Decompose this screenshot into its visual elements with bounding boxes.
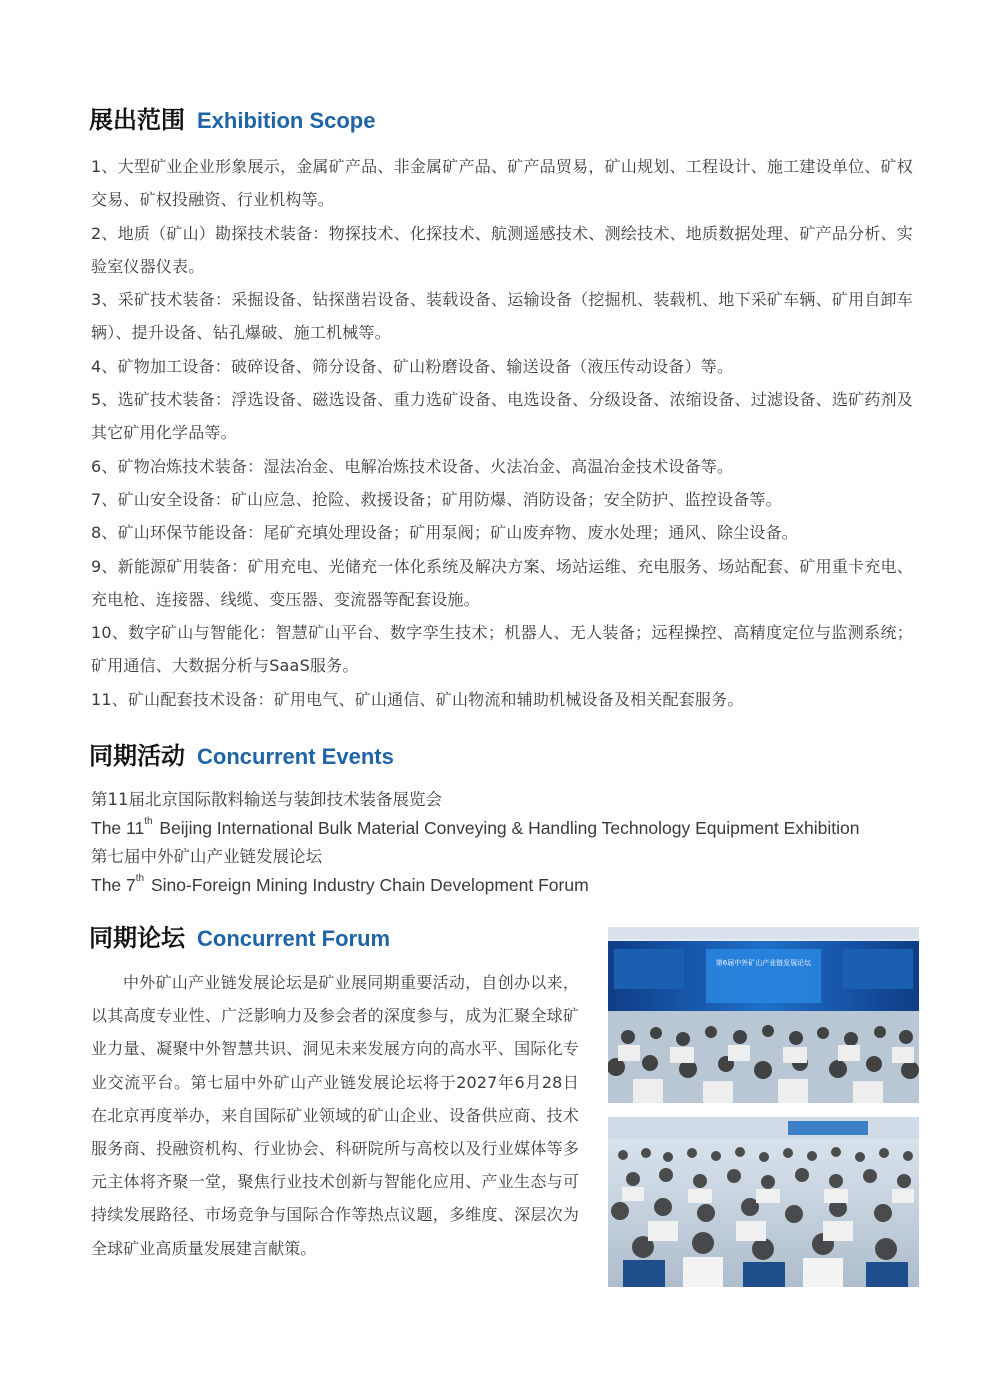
scope-list (91, 150, 913, 716)
event-2-en (91, 871, 931, 899)
scope-item: 7、矿山安全设备：矿山应急、抢险、救援设备；矿用防爆、消防设备；安全防护、监控设备等。 (91, 489, 782, 509)
scope-item: 1、大型矿业企业形象展示，金属矿产品、非金属矿产品、矿产品贸易，矿山规划、工程设计、施工建设单位、矿权交易、矿权投融资、行业机构等。 (91, 157, 913, 210)
event-1-en-pre: The 11 (91, 818, 145, 839)
banner-text: 第6届中外矿山产业链发展论坛 (715, 959, 812, 967)
scope-item: 4、矿物加工设备：破碎设备、筛分设备、矿山粉磨设备、输送设备（液压传动设备）等。 (91, 356, 734, 376)
forum-paragraph: 中外矿山产业链发展论坛是矿业展同期重要活动，自创办以来，以其高度专业性、广泛影响力及参会者的深度参与，成为汇聚全球矿业力量、凝聚中外智慧共识、洞见未来发展方向的高水平、国际化专业交流平台。第七届中外矿山产业链发展论坛将于2027年6月28日在北京再度举办，来自国际矿业领域的矿山企业、设备供应商、技术服务商、投融资机构、行业协会、科研院所与高校以及行业媒体等多元主体将齐聚一堂，聚焦行业技术创新与智能化应用、产业生态与可持续发展路径、市场竞争与国际合作等热点议题，多维度、深层次为全球矿业高质量发展建言献策。 (91, 973, 579, 1258)
scope-item: 8、矿山环保节能设备：尾矿充填处理设备；矿用泵阀；矿山废弃物、废水处理；通风、除尘设备。 (91, 523, 798, 543)
event-1-en-sup: th (144, 816, 153, 828)
event-2-cn: 第七届中外矿山产业链发展论坛 (91, 846, 322, 866)
scope-item: 2、地质（矿山）勘探技术装备：物探技术、化探技术、航测遥感技术、测绘技术、地质数据处理、矿产品分析、实验室仪器仪表。 (91, 223, 913, 276)
forum-title-en: Concurrent Forum (197, 926, 391, 951)
scope-item: 6、矿物冶炼技术装备：湿法冶金、电解冶炼技术设备、火法冶金、高温冶金技术设备等。 (91, 456, 734, 476)
scope-item: 10、数字矿山与智能化：智慧矿山平台、数字孪生技术；机器人、无人装备；远程操控、高精度定位与监测系统；矿用通信、大数据分析与SaaS服务。 (91, 623, 913, 676)
scope-title-cn: 展出范围 (89, 106, 185, 134)
scope-item: 5、选矿技术装备：浮选设备、磁选设备、重力选矿设备、电选设备、分级设备、浓缩设备、过滤设备、选矿药剂及其它矿用化学品等。 (91, 390, 913, 443)
events-list (91, 786, 931, 899)
scope-item: 3、采矿技术装备：采掘设备、钻探凿岩设备、装载设备、运输设备（挖掘机、装载机、地下采矿车辆、矿用自卸车辆）、提升设备、钻孔爆破、施工机械等。 (91, 290, 913, 343)
event-2-en-pre: The 7 (91, 874, 136, 895)
events-title-cn: 同期活动 (89, 742, 185, 770)
scope-title (89, 100, 375, 135)
event-2-en-post: Sino-Foreign Mining Industry Chain Development Forum (146, 874, 589, 895)
forum-title (89, 918, 390, 953)
events-title-en: Concurrent Events (197, 744, 394, 769)
event-2-en-sup: th (135, 872, 145, 884)
event-1-en (91, 814, 931, 842)
scope-item: 9、新能源矿用装备：矿用充电、光储充一体化系统及解决方案、场站运维、充电服务、场站配套、矿用重卡充电、充电枪、连接器、线缆、变压器、变流器等配套设施。 (91, 556, 913, 609)
forum-stage-photo (608, 927, 919, 1103)
scope-title-en: Exhibition Scope (197, 108, 376, 133)
event-1-en-post: Beijing International Bulk Material Conveying & Handling Technology Equipment Exhibition (154, 818, 860, 839)
scope-item: 11、矿山配套技术设备：矿用电气、矿山通信、矿山物流和辅助机械设备及相关配套服务。 (91, 689, 744, 709)
event-1-cn: 第11届北京国际散料输送与装卸技术装备展览会 (91, 790, 442, 809)
forum-audience-photo (608, 1117, 919, 1287)
forum-title-cn: 同期论坛 (89, 924, 185, 952)
events-title (89, 736, 394, 771)
